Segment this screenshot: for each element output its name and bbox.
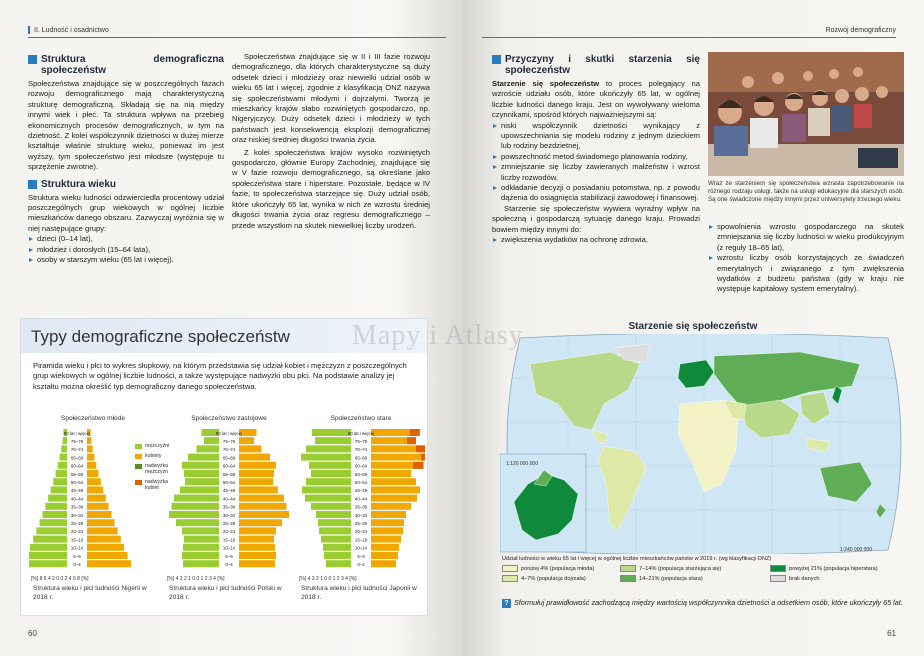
pyramid-caption: Struktura wieku i płci ludności Polski w 2018 r.	[169, 585, 282, 601]
pyramid-bar-male	[60, 454, 67, 461]
pyramid-bar-male	[182, 527, 219, 534]
heading-square-icon	[28, 180, 37, 189]
question-icon: ?	[502, 599, 511, 608]
map-legend-swatch	[770, 565, 786, 572]
map-legend-item: 4–7% (populacja dojrzała)	[502, 575, 620, 582]
pyramid-bar-surplus-female	[410, 429, 420, 436]
seniors-photo-image	[708, 52, 904, 176]
pyramid-bar-male	[306, 478, 351, 485]
pyramid-bar-male	[180, 486, 219, 493]
pyramid-age-label: 5–9	[357, 553, 365, 559]
pyramid-age-label: 30–34	[354, 512, 368, 518]
effect-item: spowolnienia wzrostu gospodarczego na skutek zmniejszania się liczby ludności w wieku produkcyjnym (z reguły 18–65 lat),	[708, 222, 904, 253]
pyramid-age-label: 45–49	[222, 488, 236, 494]
pyramid-age-label: 5–9	[73, 553, 81, 559]
heading-age: Struktura wieku	[28, 179, 224, 190]
pyramid-bar-female	[371, 454, 425, 461]
running-head-left	[28, 24, 446, 38]
pyramid-age-label: 20–24	[70, 529, 84, 535]
pyramid-age-label: 75–79	[354, 439, 368, 444]
pyramid-age-label: 35–39	[70, 504, 84, 510]
task	[502, 598, 904, 608]
heading-aging: Przyczyny i skutki starzenia się społeczeństw	[492, 54, 700, 76]
pyramid-bar-male	[316, 511, 351, 518]
pyramid-bar-male	[305, 495, 351, 502]
map-legend-item: poniżej 4% (populacja młoda)	[502, 565, 620, 572]
pyramid-stagnant-chart	[165, 425, 293, 583]
pyramid-bar-female	[239, 560, 275, 567]
pyramid-title: Społeczeństwo młode	[60, 415, 126, 422]
pyramid-bar-surplus-female	[421, 454, 425, 461]
pyramid-bar-female	[371, 503, 411, 510]
pyramid-age-label: 15–19	[354, 537, 368, 543]
pyramid-bar-male	[45, 503, 67, 510]
pyramid-bar-male	[182, 552, 219, 559]
cause-item: zmniejszanie się liczby zawieranych małżeństw i wzrost liczby rozwodów,	[492, 162, 700, 183]
pyramid-age-label: 15–19	[222, 537, 236, 543]
pyramid-age-label: 75–79	[222, 439, 236, 444]
right-column-2	[708, 222, 904, 295]
pyramid-age-label: 40–44	[354, 496, 368, 502]
pyramid-bar-male	[30, 544, 67, 551]
para-effects: Starzenie się społeczeństw wywiera wyraźny wpływ na społeczną i gospodarczą sytuację danego kraju. Prowadzi bowiem między innymi do:	[492, 203, 700, 234]
pyramid-bar-male	[324, 552, 351, 559]
pyramid-bar-female	[371, 560, 396, 567]
pyramid-age-label: 0–4	[357, 562, 365, 567]
pyramid-bar-female	[87, 519, 114, 526]
pyramid-bar-male	[315, 437, 351, 444]
pyramid-bar-female	[239, 544, 275, 551]
pyramid-age-label: 65–69	[222, 455, 236, 461]
heading-square-icon	[492, 55, 501, 64]
heading-square-icon	[28, 55, 37, 64]
pyramid-axis: [%] 4 3 2 1 0 0 1 2 3 4 [%]	[167, 576, 225, 582]
cause-item: powszechność metod świadomego planowania rodziny,	[492, 152, 700, 162]
pyramid-age-label: 25–29	[222, 521, 236, 526]
cause-item: niski współczynnik dzietności wynikający z upowszechniania się modelu rodziny z jednym dzieckiem lub rodziny bezdzietnej,	[492, 121, 700, 152]
pyramid-age-label: 80 lat i więcej	[63, 430, 91, 436]
pyramid-bar-female	[87, 454, 94, 461]
pyramid-age-label: 80 lat i więcej	[347, 430, 375, 436]
para-age: Struktura wieku ludności odzwierciedla procentowy udział poszczególnych grup wiekowych w ogólnej liczbie mieszkańców danego obszaru. Zazwyczaj wyróżnia się w niej następujące grupy:	[28, 192, 224, 233]
pyramid-bar-female	[87, 503, 109, 510]
pyramid-bar-surplus-female	[407, 437, 416, 444]
pyramid-age-label: 40–44	[222, 496, 236, 502]
pyramid-bar-female	[87, 470, 98, 477]
legend-swatch-female	[135, 454, 142, 459]
map-legend-item: 14–21% (populacja stara)	[620, 575, 770, 582]
pyramid-bar-female	[371, 527, 403, 534]
pyramid-bar-female	[87, 560, 131, 567]
map-legend-item: brak danych	[770, 575, 900, 582]
pyramid-age-label: 65–69	[70, 455, 84, 461]
pyramid-bar-female	[371, 536, 401, 543]
pyramid-bar-male	[312, 429, 351, 436]
pyramid-old	[297, 415, 425, 611]
pyramid-age-label: 25–29	[70, 521, 84, 526]
cause-item: odkładanie decyzji o posiadaniu potomstwa, np. z powodu dążenia do osiągnięcia stabilizacji zawodowej i finansowej.	[492, 183, 700, 204]
pyramid-title: Społeczeństwo zastojowe	[191, 415, 267, 422]
pyramid-age-label: 70–74	[354, 447, 368, 453]
legend-swatch-surplus-female	[135, 480, 142, 485]
pyramid-bar-female	[87, 462, 96, 469]
pyramid-bar-female	[87, 544, 124, 551]
pyramid-bar-female	[239, 462, 276, 469]
running-head-left-text: II. Ludność i osadnictwo	[34, 27, 109, 34]
pyramid-age-label: 70–74	[222, 447, 236, 453]
pyramid-age-label: 60–64	[222, 463, 236, 469]
pyramid-age-label: 10–14	[222, 545, 236, 551]
para-old-societies: Z kolei społeczeństwa krajów wysoko rozwiniętych gospodarczo, głównie Europy Zachodniej, znajdujące się w V fazie rozwoju demograficznego, są określane jako społeczeństwa stare i hiperstare. Pozostałe, będące w IV fazie, to społeczeństwa starzejące się. Duży udział osób, które ukończyły 65 lat, wynika w nich ze wzrostu średniej długości trwania życia oraz regresu demograficznego – przede wszystkim na skutek niewielkiej liczby urodzeń.	[232, 147, 430, 230]
demographic-types-box	[20, 318, 428, 616]
pyramid-caption: Struktura wieku i płci ludności Japonii w 2018 r.	[301, 585, 417, 601]
page-number-left: 60	[28, 629, 37, 638]
pyramid-age-label: 10–14	[70, 545, 84, 551]
europe-inset	[500, 454, 586, 552]
pyramid-bar-surplus-female	[413, 462, 424, 469]
pyramid-age-label: 80 lat i więcej	[215, 430, 243, 436]
pyramid-bar-female	[87, 486, 103, 493]
pyramid-bar-female	[239, 503, 287, 510]
pyramid-age-label: 25–29	[354, 521, 368, 526]
world-aging-map	[500, 334, 908, 554]
pyramid-bar-male	[33, 536, 67, 543]
pyramid-age-label: 75–79	[70, 439, 84, 444]
pyramid-bar-surplus-female	[416, 445, 425, 452]
running-head-marker	[28, 26, 30, 34]
map-legend-swatch	[502, 565, 518, 572]
pyramid-age-label: 40–44	[70, 496, 84, 502]
pyramid-age-label: 15–19	[70, 537, 84, 543]
pyramid-age-label: 20–24	[354, 529, 368, 535]
pyramid-bar-male	[43, 511, 67, 518]
pyramid-bar-female	[371, 544, 399, 551]
pyramid-bar-male	[326, 560, 351, 567]
legend-swatch-surplus-male	[135, 464, 142, 469]
seniors-photo	[708, 52, 904, 176]
pyramid-bar-female	[371, 519, 404, 526]
pyramid-old-chart	[297, 425, 425, 583]
pyramid-bar-male	[301, 454, 351, 461]
legend-item-surplus-female: nadwyżka kobiet	[135, 479, 169, 491]
pyramid-age-label: 0–4	[73, 562, 81, 567]
effect-item: zwiększenia wydatków na ochronę zdrowia,	[492, 235, 700, 245]
pyramid-bar-male	[184, 470, 219, 477]
pyramid-bar-male	[63, 437, 67, 444]
running-head-right	[482, 24, 896, 38]
pyramid-age-label: 45–49	[70, 488, 84, 494]
world-map-svg	[500, 334, 908, 554]
pyramid-age-label: 50–54	[222, 480, 236, 485]
pyramid-bar-female	[239, 437, 254, 444]
task-text: Sformułuj prawidłowość zachodzącą między wartością współczynnika dzietności a odsetkiem osób, które ukończyły 65 lat.	[514, 598, 903, 607]
pyramid-bar-male	[61, 445, 67, 452]
pyramid-bar-male	[311, 470, 351, 477]
pyramid-bar-female	[371, 470, 411, 477]
map-legend	[502, 556, 904, 582]
pyramid-bar-male	[169, 511, 219, 518]
map-legend-swatch	[502, 575, 518, 582]
photo-caption: Wraz ze starzeniem się społeczeństwa wzrasta zapotrzebowanie na różnego rodzaju usługi, także na usługi edukacyjne dla starszych osób. Są one świadczone między innymi przez uniwersytety trzeciego wieku.	[708, 180, 904, 204]
pyramid-age-label: 70–74	[70, 447, 84, 453]
para-structure: Społeczeństwa znajdujące się w poszczególnych fazach rozwoju demograficznego mają charakterystyczną strukturę demograficzną. Składają się na nią między innymi wiek i płeć. Ta struktura wpływa na przebieg ekonomicznych procesów demograficznych, w tym na dzietność. Z kolei współczynnik dzietności w dużej mierze kształtuje właśnie strukturę wieku, ponieważ im jest wyższy, tym społeczeństwo jest młodsze (występuje tu sprzężenie zwrotne).	[28, 79, 224, 172]
pyramid-bar-male	[318, 519, 351, 526]
inset-scale: 1:120 000 000	[506, 461, 538, 467]
pyramid-bar-female	[239, 519, 282, 526]
pyramid-bar-male	[58, 462, 67, 469]
legend-item-male: mężczyźni	[135, 443, 169, 449]
map-title: Starzenie się społeczeństw	[628, 321, 758, 332]
pyramid-bar-male	[53, 478, 67, 485]
pyramid-bar-female	[371, 552, 398, 559]
pyramid-bar-male	[172, 503, 220, 510]
pyramid-age-label: 5–9	[225, 553, 233, 559]
pyramid-bar-male	[29, 560, 67, 567]
pyramid-bar-female	[87, 511, 111, 518]
pyramid-bar-male	[182, 462, 219, 469]
pyramid-bar-female	[87, 437, 91, 444]
pyramid-bar-male	[306, 445, 351, 452]
pyramid-bar-female	[239, 527, 276, 534]
pyramid-bar-female	[239, 536, 274, 543]
pyramid-bar-female	[371, 486, 420, 493]
bullet-item: dzieci (0–14 lat),	[28, 234, 224, 244]
left-column-2	[232, 52, 430, 231]
pyramid-bar-female	[87, 445, 93, 452]
pyramid-age-label: 10–14	[354, 545, 368, 551]
pyramid-bar-male	[183, 544, 219, 551]
pyramid-bar-female	[239, 478, 273, 485]
pyramid-bar-female	[87, 478, 101, 485]
pyramid-age-label: 60–64	[70, 463, 84, 469]
pyramid-title: Społeczeństwo stare	[330, 415, 392, 422]
map-scale: 1:240 000 000	[840, 547, 872, 553]
box-title: Typy demograficzne społeczeństw	[31, 327, 290, 346]
pyramid-bar-male	[311, 503, 351, 510]
pyramid-stagnant	[165, 415, 293, 611]
pyramid-bar-female	[239, 552, 276, 559]
right-column-1	[492, 50, 700, 246]
pyramid-bar-female	[371, 495, 417, 502]
pyramid-bar-male	[185, 478, 219, 485]
heading-structure: Struktura demograficzna społeczeństw	[28, 54, 224, 76]
watermark: Mapy i Atlasy	[352, 320, 524, 351]
map-legend-item: 7–14% (populacja starzejąca się)	[620, 565, 770, 572]
pyramid-bar-male	[29, 552, 67, 559]
legend-swatch-male	[135, 444, 142, 449]
running-head-right-text: Rozwój demograficzny	[825, 27, 896, 34]
legend-item-surplus-male: nadwyżka mężczyzn	[135, 463, 169, 475]
para-aging-def: Starzenie się społeczeństw to proces polegający na wzroście udziału osób, które ukończyły 65 lat, w ogólnej liczbie ludności danego kraju. Jest on wywoływany wieloma czynnikami, spośród których najważniejszymi są:	[492, 79, 700, 120]
pyramid-bar-female	[239, 445, 262, 452]
box-intro: Piramida wieku i płci to wykres słupkowy, na którym przedstawia się udział kobiet i mężczyzn z poszczególnych grup wiekowych w ogólnej liczbie ludności, a także występujące nadwyżki obu płci. Na podstawie analizy jej kształtu można określić typ demograficzny danego społeczeństwa.	[33, 361, 407, 391]
para-young-societies: Społeczeństwa znajdujące się w II i III fazie rozwoju demograficznego, dla których charakterystyczne są duży odsetek dzieci i młodzieży oraz niewielki udział osób w wieku 65 lat i więcej, zgodnie z klasyfikacją ONZ nazywa się społeczeństwami młodymi i dojrzałymi. Tworzą je mieszkańcy krajów słabo rozwiniętych gospodarczo, np. Nigeryjczycy. Duży odsetek dzieci i młodzieży w tych państwach jest konsekwencją eksplozji demograficznej oraz niskiej średniej długości trwania życia.	[232, 52, 430, 145]
map-legend-swatch	[620, 565, 636, 572]
legend-item-female: kobiety	[135, 453, 169, 459]
bullet-item: młodzież i dorosłych (15–64 lata),	[28, 245, 224, 255]
pyramid-axis: [%] 4 3 2 1 0 0 1 2 3 4 [%]	[299, 576, 357, 582]
pyramid-bar-male	[204, 437, 219, 444]
pyramid-bar-female	[239, 495, 284, 502]
pyramid-bar-male	[309, 462, 351, 469]
pyramid-bar-male	[184, 536, 219, 543]
pyramid-bar-female	[239, 511, 289, 518]
map-legend-row	[502, 575, 904, 582]
pyramid-bar-male	[302, 486, 351, 493]
pyramid-bar-male	[188, 454, 219, 461]
effect-item: wzrostu liczby osób korzystających ze świadczeń emerytalnych i związanego z tym zwiększenia wydatków z budżetu państwa (gdy w kraju nie występuje kapitałowy system emerytalny).	[708, 253, 904, 295]
pyramid-axis: [%] 8 6 4 2 0 0 2 4 6 8 [%]	[31, 576, 89, 582]
pyramid-bar-female	[239, 486, 278, 493]
pyramid-bar-female	[87, 527, 118, 534]
pyramid-bar-female	[87, 495, 106, 502]
pyramid-bar-female	[87, 552, 128, 559]
pyramid-age-label: 55–59	[354, 471, 368, 477]
pyramid-bar-male	[197, 445, 220, 452]
pyramid-age-label: 60–64	[354, 463, 368, 469]
pyramid-bar-female	[87, 536, 121, 543]
map-legend-swatch	[620, 575, 636, 582]
pyramid-bar-male	[323, 544, 351, 551]
pyramid-age-label: 20–24	[222, 529, 236, 535]
right-page	[462, 0, 924, 656]
pyramid-age-label: 0–4	[225, 562, 233, 567]
bullet-item: osoby w starszym wieku (65 lat i więcej).	[28, 255, 224, 265]
map-legend-title: Udział ludności w wieku 65 lat i więcej w ogólnej liczbie mieszkańców państw w 2019 r. (wg klasyfikacji ONZ)	[502, 556, 772, 562]
left-column-1	[28, 50, 224, 266]
page-number-right: 61	[887, 629, 896, 638]
pyramid-young	[29, 415, 170, 611]
pyramid-age-label: 35–39	[354, 504, 368, 510]
pyramid-age-label: 50–54	[70, 480, 84, 485]
pyramid-bar-male	[321, 536, 351, 543]
pyramid-bar-female	[371, 478, 416, 485]
pyramid-age-label: 65–69	[354, 455, 368, 461]
pyramid-age-label: 35–39	[222, 504, 236, 510]
pyramid-bar-male	[51, 486, 67, 493]
pyramid-age-label: 50–54	[354, 480, 368, 485]
map-legend-swatch	[770, 575, 786, 582]
pyramid-age-label: 30–34	[222, 512, 236, 518]
pyramid-bar-female	[239, 470, 274, 477]
pyramid-bar-male	[48, 495, 67, 502]
map-legend-item: powyżej 21% (populacja hiperstara)	[770, 565, 900, 572]
pyramid-bar-male	[56, 470, 67, 477]
pyramid-age-label: 30–34	[70, 512, 84, 518]
map-legend-row	[502, 565, 904, 572]
pyramid-age-label: 55–59	[70, 471, 84, 477]
pyramid-bar-male	[176, 519, 219, 526]
pyramid-bar-male	[319, 527, 351, 534]
pyramid-caption: Struktura wieku i płci ludności Nigerii w 2018 r.	[33, 585, 147, 601]
pyramid-bar-male	[36, 527, 67, 534]
pyramid-bar-male	[40, 519, 67, 526]
pyramid-age-label: 45–49	[354, 488, 368, 494]
pyramid-bar-male	[183, 560, 219, 567]
pyramid-bar-female	[239, 454, 270, 461]
pyramid-age-label: 55–59	[222, 471, 236, 477]
pyramid-bar-male	[174, 495, 219, 502]
pyramid-bar-female	[371, 511, 406, 518]
